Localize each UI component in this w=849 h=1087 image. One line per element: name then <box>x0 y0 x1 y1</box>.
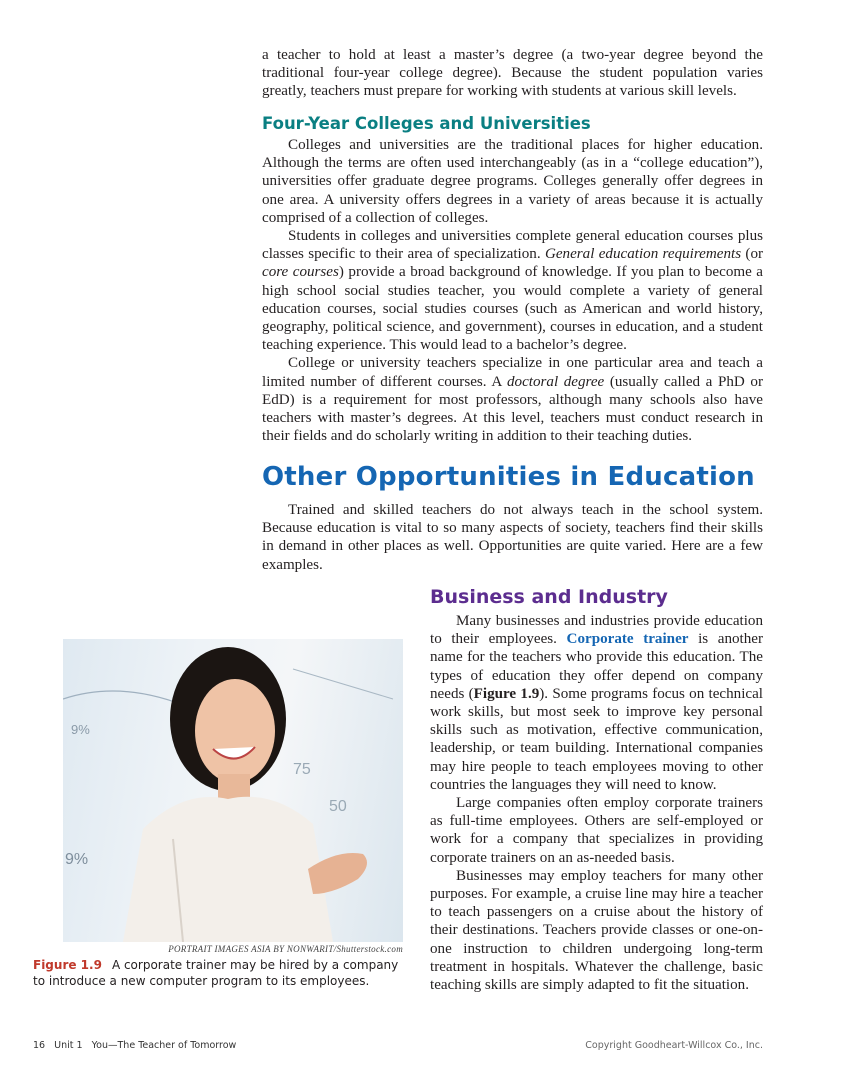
key-term: Corporate trainer <box>566 631 689 648</box>
intro-text <box>262 46 763 101</box>
text-run: Many businesses and industries provide education to their employees. <box>430 613 763 648</box>
photo-illustration <box>63 639 403 942</box>
figure-photo-corporate-trainer <box>63 639 403 942</box>
italic-term: General education requirements <box>544 246 742 263</box>
paragraph <box>430 867 763 994</box>
board-mark: 75 <box>293 761 311 778</box>
paragraph <box>430 794 763 867</box>
paragraph <box>262 354 763 445</box>
section-heading-opportunities: Other Opportunities in Education <box>262 462 755 492</box>
text-run: Large companies often employ corporate trainers as full-time employees. Others are self-employed or work for a company that specializes in providing corporate trainers on an as-needed basis. <box>430 795 763 866</box>
section-business-body <box>430 612 763 994</box>
text-run: Students in colleges and universities complete general education courses plus classes specific to their area of specialization. <box>262 228 763 263</box>
board-mark: 9% <box>65 851 89 868</box>
italic-term: doctoral degree <box>506 373 605 390</box>
copyright: Copyright Goodheart-Willcox Co., Inc. <box>585 1040 763 1051</box>
page-footer-left <box>33 1040 236 1051</box>
figure-caption <box>33 957 403 989</box>
text-run: ). Some programs focus on technical work skills, but most seek to improve key personal skills such as motivation, effective communication, leadership, or team building. International companies may hire people to teach employees moving to other countries the languages they will need to know. <box>430 685 763 793</box>
section-heading-colleges: Four-Year Colleges and Universities <box>262 114 591 133</box>
section-colleges-body <box>262 136 763 445</box>
text-run: Trained and skilled teachers do not always teach in the school system. Because education is vital to so many aspects of society, teachers find their skills in demand in other places as well. Opportunities are quite varied. Here are a few examples. <box>262 502 763 573</box>
text-run: Colleges and universities are the traditional places for higher education. Although the terms are often used interchangeably (as in a “college education”), universities offer graduate degree programs. Colleges generally offer degrees in one area. A university offers degrees in a variety of areas because it is actually comprised of a collection of colleges. <box>262 137 763 226</box>
section-heading-business: Business and Industry <box>430 586 668 608</box>
text-run: Businesses may employ teachers for many other purposes. For example, a cruise line may hire a teacher to teach passengers on a cruise about the history of their destinations. Teachers provide classes or one-on-one instruction to children undergoing long-term treatment in hospitals. Whatever the challenge, basic teaching skills are simply adapted to fit the situation. <box>430 867 763 994</box>
board-mark: 9% <box>71 722 90 737</box>
text-run: College or university teachers specialize in one particular area and teach a limited number of different courses. A <box>262 355 763 390</box>
text-run: is another name for the teachers who provide this education. The types of education they offer depend on company needs ( <box>430 631 764 702</box>
photo-credit: PORTRAIT IMAGES ASIA BY NONWARIT/Shutterstock.com <box>168 944 403 954</box>
paragraph <box>430 612 763 794</box>
italic-term: core courses <box>262 264 339 281</box>
section-opportunities-body <box>262 501 763 574</box>
figure-reference: Figure 1.9 <box>473 685 540 702</box>
figure-label: Figure 1.9 <box>33 958 102 972</box>
unit-label: Unit 1 <box>54 1040 83 1051</box>
unit-title: You—The Teacher of Tomorrow <box>91 1040 237 1051</box>
text-run: ) provide a broad background of knowledge. If you plan to become a high school social studies teacher, you would complete a variety of general education courses, social studies courses (such as American and world history, geography, political science, and government), courses in education, and a student teaching experience. This would lead to a bachelor’s degree. <box>262 264 764 354</box>
page-number: 16 <box>33 1040 46 1051</box>
figure-caption-text: A corporate trainer may be hired by a company to introduce a new computer program to its employees. <box>33 958 399 988</box>
text-run: (usually called a PhD or EdD) is a requirement for most professors, although many schools also have teachers with master’s degrees. At this level, teachers must conduct research in their fields and do scholarly writing in addition to their teaching duties. <box>262 373 763 445</box>
paragraph <box>262 501 763 574</box>
text-run: (or <box>741 246 764 263</box>
text-run: a teacher to hold at least a master’s degree (a two-year degree beyond the traditional four-year college degree). Because the student population varies greatly, teachers must prepare for working with students at various skill levels. <box>262 47 763 100</box>
paragraph <box>262 46 763 101</box>
paragraph <box>262 136 763 227</box>
board-mark: 50 <box>329 798 347 815</box>
paragraph <box>262 227 763 354</box>
